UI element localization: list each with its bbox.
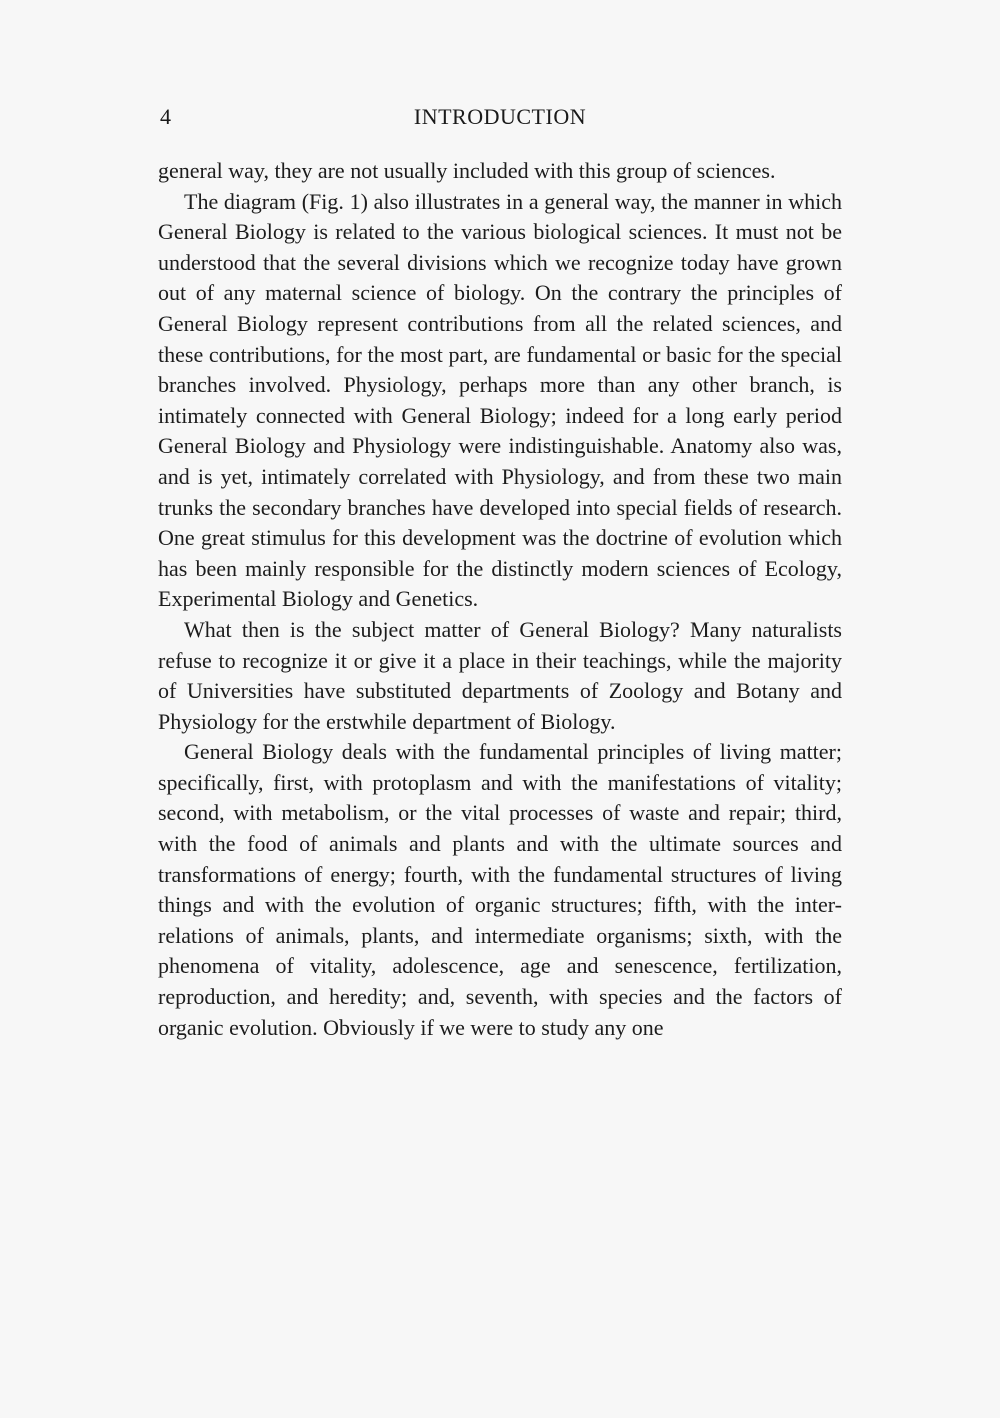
page-header — [158, 104, 842, 138]
running-head: INTRODUCTION — [413, 104, 587, 129]
body-text — [158, 156, 842, 1043]
paragraph-subject-matter: What then is the subject matter of General Biology? Many naturalists refuse to recognize it or give it a place in their teachings, while the majority of Universities have substituted departments of Zoology and Botany and Physiology for the erstwhile department of Biology. — [158, 616, 842, 734]
paragraph-principles: General Biology deals with the fundamental principles of living matter; specifically, first, with protoplasm and with the manifestations of vitality; second, with metabolism, or the vital processes of waste and repair; third, with the food of animals and plants and with the ultimate sources and transformations of energy; fourth, with the fundamental structures of living things and with the evolution of organic structures; fifth, with the inter-relations of animals, plants, and intermediate organisms; sixth, with the phenomena of vitality, adolescence, age and senescence, fertilization, reproduction, and heredity; and, seventh, with species and the factors of organic evolution. Obviously if we were to study any one — [158, 739, 842, 1040]
page-number: 4 — [160, 104, 171, 129]
paragraph-diagram: The diagram (Fig. 1) also illustrates in a general way, the manner in which General Biology is related to the various biological sciences. It must not be understood that the several divisions which we recognize today have grown out of any maternal science of biology. On the contrary the principles of General Biology represent contributions from all the related sciences, and these contributions, for the most part, are fundamental or basic for the special branches involved. Physiology, perhaps more than any other branch, is intimately connected with General Biology; indeed for a long early period General Biology and Physiology were indistinguishable. Anatomy also was, and is yet, intimately correlated with Physiology, and from these two main trunks the secondary branches have developed into special fields of research. One great stimulus for this development was the doctrine of evolution which has been mainly responsible for the distinctly modern sciences of Ecology, Experimental Biology and Genetics. — [158, 188, 842, 612]
paragraph-continued: general way, they are not usually included with this group of sciences. — [158, 158, 776, 183]
